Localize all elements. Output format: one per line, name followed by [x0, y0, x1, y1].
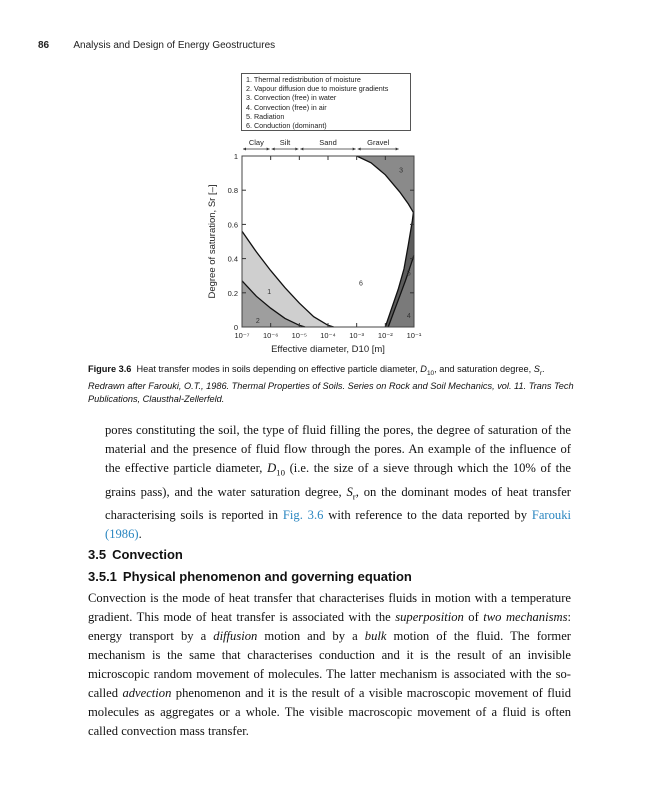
text: : energy transport by a: [88, 610, 572, 643]
arrow-right-icon: [353, 148, 356, 151]
region-label: 2: [255, 318, 260, 326]
y-tick-label: 0.8: [227, 186, 238, 196]
text: (i.e. the size of a sieve through which the 10% of the grains pass), and the water saturation degree,: [105, 461, 571, 499]
emphasis: bulk: [364, 629, 387, 643]
arrow-right-icon: [267, 148, 270, 151]
running-head: [38, 40, 275, 51]
caption-text: Heat transfer modes in soils depending on effective particle diameter,: [136, 364, 421, 374]
x-tick-label: 10⁻⁷: [234, 331, 250, 340]
section-title: Convection: [112, 547, 183, 562]
caption-sub-s: r: [539, 369, 543, 377]
var-d: D: [267, 461, 277, 475]
legend-item: 4. Convection (free) in air: [246, 102, 327, 112]
caption-source: Redrawn after Farouki, O.T., 1986. Thermal Properties of Soils. Series on Rock and Soil Mechanics, vol. 11. Trans Tech Publications, Clausthal-Zellerfeld.: [88, 380, 574, 404]
subsection-heading: [88, 569, 412, 584]
arrow-left-icon: [243, 148, 246, 151]
region-label: 5: [406, 270, 411, 278]
y-tick-label: 0.2: [227, 288, 238, 298]
x-tick-label: 10⁻⁴: [320, 331, 336, 340]
caption-text: .: [542, 364, 545, 374]
var-s: S: [346, 484, 353, 499]
sub-d: 10: [276, 467, 285, 478]
y-tick-label: 0.6: [227, 220, 238, 230]
emphasis: diffusion: [213, 629, 258, 643]
x-tick-label: 10⁻³: [349, 331, 365, 340]
x-tick-label: 10⁻¹: [406, 331, 422, 340]
text: motion and by a: [257, 629, 365, 643]
section-heading: [88, 547, 183, 562]
arrow-left-icon: [272, 148, 275, 151]
legend-item: 5. Radiation: [246, 111, 285, 121]
figure-legend: [241, 73, 411, 131]
x-axis-title: Effective diameter, D10 [m]: [271, 344, 385, 355]
figure-label: Figure 3.6: [88, 364, 132, 374]
region-label: 6: [359, 280, 363, 288]
x-tick-label: 10⁻²: [377, 331, 393, 340]
y-tick-label: 1: [233, 152, 238, 161]
paragraph: [88, 589, 571, 741]
soil-class-label: Clay: [248, 138, 264, 147]
arrow-right-icon: [396, 148, 399, 151]
y-axis-title: Degree of saturation, Sr [–]: [207, 184, 218, 299]
text: Convection is the mode of heat transfer that characterises fluids in motion with a temperature gradient. This mode of heat transfer is associated with the: [88, 591, 571, 624]
text: .: [138, 527, 142, 542]
region-label: 4: [406, 313, 411, 321]
legend-item: 2. Vapour diffusion due to moisture gradients: [246, 84, 389, 94]
figure-caption: [88, 363, 578, 406]
legend-item: 1. Thermal redistribution of moisture: [246, 75, 361, 84]
emphasis: superposition: [395, 610, 464, 624]
text: of: [463, 610, 484, 624]
emphasis: two mechanisms: [483, 610, 568, 624]
region-label: 1: [267, 289, 272, 297]
y-tick-label: 0.4: [227, 254, 238, 264]
y-tick-label: 0: [233, 323, 238, 332]
section-number: 3.5: [88, 547, 107, 562]
subsection-number: 3.5.1: [88, 569, 117, 584]
subsection-title: Physical phenomenon and governing equation: [122, 569, 412, 584]
soil-class-label: Silt: [279, 138, 291, 147]
arrow-left-icon: [300, 148, 303, 151]
caption-text: , and saturation degree,: [434, 364, 534, 374]
x-tick-label: 10⁻⁶: [262, 331, 279, 340]
figure-link[interactable]: Fig. 3.6: [282, 508, 324, 523]
soil-class-label: Sand: [319, 138, 337, 147]
x-tick-label: 10⁻⁵: [291, 331, 308, 340]
arrow-right-icon: [295, 148, 298, 151]
text: pores constituting the soil, the type of fluid filling the pores, the degree of saturation of the material and the presence of fluid flow through the pores. An example of the influence of the effective particle diameter,: [105, 423, 571, 475]
emphasis: advection: [122, 686, 172, 700]
sub-s: r: [352, 491, 356, 502]
caption-var-d: D: [420, 364, 427, 374]
text: phenomenon and it is the result of a visible macroscopic movement of fluid molecules as aggregates or a whole. The visible macroscopic movement of a fluid is often called convection mass transfer.: [88, 686, 571, 738]
page-number: 86: [38, 40, 50, 51]
text: with reference to the data reported by: [323, 508, 532, 523]
legend-item: 3. Convection (free) in water: [246, 93, 337, 103]
running-title: Analysis and Design of Energy Geostructures: [73, 40, 276, 51]
soil-class-label: Gravel: [367, 138, 390, 147]
text: motion of the fluid. The former mechanism is the same that characterises conduction and it is the result of an invisible microscopic random movement of molecules. The latter mechanism is associated with the so-called: [88, 629, 571, 700]
text: , on the dominant modes of heat transfer characterising soils is reported in: [105, 484, 571, 523]
legend-item: 6. Conduction (dominant): [246, 121, 327, 131]
reference-link[interactable]: Farouki (1986): [105, 508, 571, 542]
paragraph: [105, 421, 571, 544]
region-label: 3: [399, 167, 404, 175]
heat-transfer-chart: [195, 132, 435, 360]
arrow-left-icon: [358, 148, 361, 151]
caption-sub-d: 10: [426, 369, 435, 377]
caption-var-s: S: [533, 364, 540, 374]
